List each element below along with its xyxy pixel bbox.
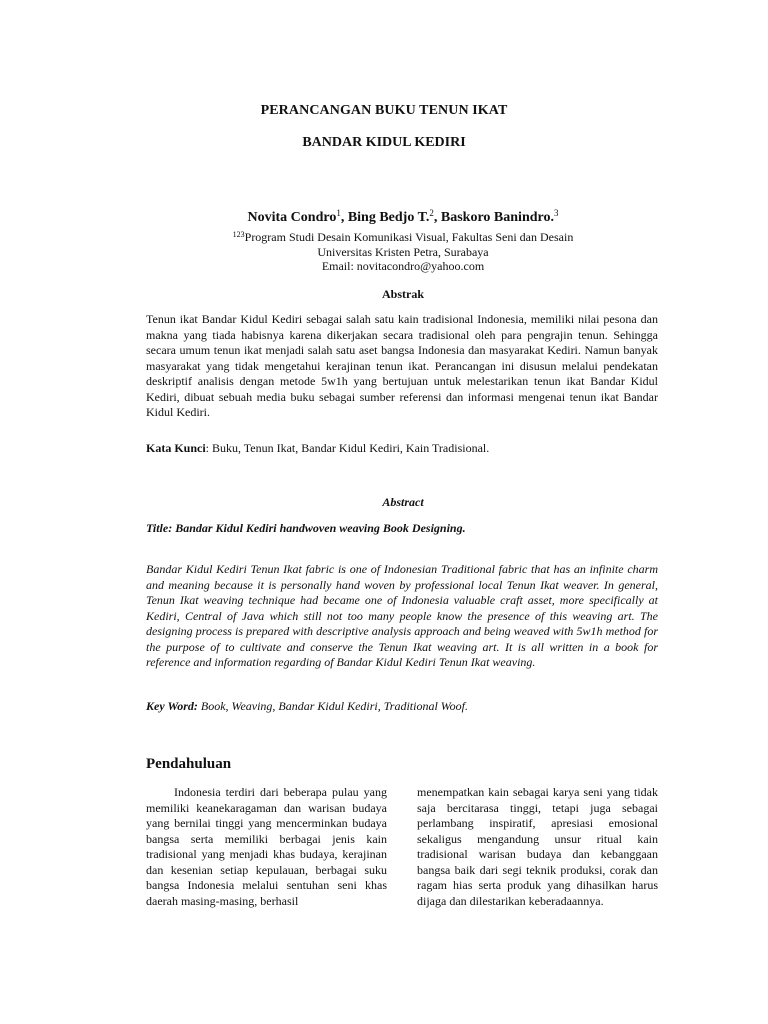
author-sep-1: , <box>340 210 348 225</box>
author-1-name: Novita Condro <box>247 210 337 225</box>
paper-title-line2: BANDAR KIDUL KEDIRI <box>302 135 466 150</box>
author-3-name: Baskoro Banindro. <box>440 210 554 225</box>
affiliation-email: Email: novitacondro@yahoo.com <box>321 259 485 273</box>
paper-title-line1: PERANCANGAN BUKU TENUN IKAT <box>260 103 508 118</box>
author-3-sup: 3 <box>553 208 559 218</box>
author-1-sup: 1 <box>336 208 341 218</box>
author-2-name: Bing Bedjo T. <box>347 210 430 225</box>
section-heading-pendahuluan: Pendahuluan <box>146 756 232 772</box>
affiliation-line2: Universitas Kristen Petra, Surabaya <box>317 244 489 259</box>
kata-kunci <box>146 441 658 457</box>
author-2-sup: 2 <box>429 208 434 218</box>
abstrak-paragraph: Tenun ikat Bandar Kidul Kediri sebagai salah satu kain tradisional Indonesia, memiliki nilai pesona dan makna yang tiada habisnya karena dikerjakan secara tradisional oleh para pengrajin tenun. Sehingga secara umum tenun ikat menjadi salah satu aset bangsa Indonesia dan masyarakat Kediri. Namun banyak masyarakat yang tidak mengetahui kerajinan tenun ikat. Perancangan ini disusun melalui pendekatan deskriptif analisis dengan metode 5w1h yang bertujuan untuk melestarikan tenun ikat Bandar Kidul Kediri, dibuat sebuah media buku sebagai sumber referensi dan informasi mengenai tenun ikat Bandar Kidul Kediri. <box>146 312 658 419</box>
author-sep-2: , <box>433 210 441 225</box>
affiliation-sup: 123 <box>232 230 245 239</box>
english-title: Title: Bandar Kidul Kediri handwoven weaving Book Designing. <box>146 521 466 535</box>
key-word-text: Book, Weaving, Bandar Kidul Kediri, Traditional Woof. <box>197 699 469 713</box>
abstrak-heading: Abstrak <box>381 287 424 301</box>
affiliation <box>0 230 768 274</box>
key-word-label: Key Word: <box>146 699 198 713</box>
author-list <box>0 210 768 226</box>
affiliation-line1: $^{123}$Program Studi Desain Komunikasi Visual, Fakultas Seni dan Desain <box>232 230 574 244</box>
kata-kunci-label: Kata Kunci <box>146 441 206 455</box>
abstract-heading: Abstract <box>382 495 424 509</box>
key-word <box>146 699 658 715</box>
body-column-left: Indonesia terdiri dari beberapa pulau yang memiliki keanekaragaman dan warisan budaya yang bernilai tinggi yang mencerminkan budaya bangsa serta memiliki berbagai jenis kain tradisional yang menjadi khas budaya, kerajinan dan kesenian setiap kepulauan, berbagai suku bangsa Indonesia melalui sentuhan seni khas daerah masing-masing, berhasil <box>146 785 387 908</box>
kata-kunci-text: : Buku, Tenun Ikat, Bandar Kidul Kediri, Kain Tradisional. <box>205 441 490 455</box>
body-column-right: menempatkan kain sebagai karya seni yang tidak saja bercitarasa tinggi, tetapi juga sebagai perlambang inspiratif, apresiasi emosional sekaligus mengandung unsur ritual kain tradisional warisan budaya dan kebanggaan bangsa baik dari segi teknik produksi, corak dan ragam hias serta produk yang dihasilkan harus dijaga dan dilestarikan keberadaannya. <box>417 785 658 908</box>
abstract-paragraph: Bandar Kidul Kediri Tenun Ikat fabric is one of Indonesian Traditional fabric that has an infinite charm and meaning because it is personally hand woven by professional local Tenun Ikat weaver. In general, Tenun Ikat weaving technique had became one of Indonesia valuable craft asset, more specifically at Kediri, Central of Java which still not too many people know the presence of this weaving art. The designing process is prepared with descriptive analysis approach and being weaved with 5w1h method for the purpose of to cultivate and conserve the Tenun Ikat weaving art. It is all written in a book for reference and information regarding of Bandar Kidul Kediri Tenun Ikat weaving. <box>146 562 658 669</box>
